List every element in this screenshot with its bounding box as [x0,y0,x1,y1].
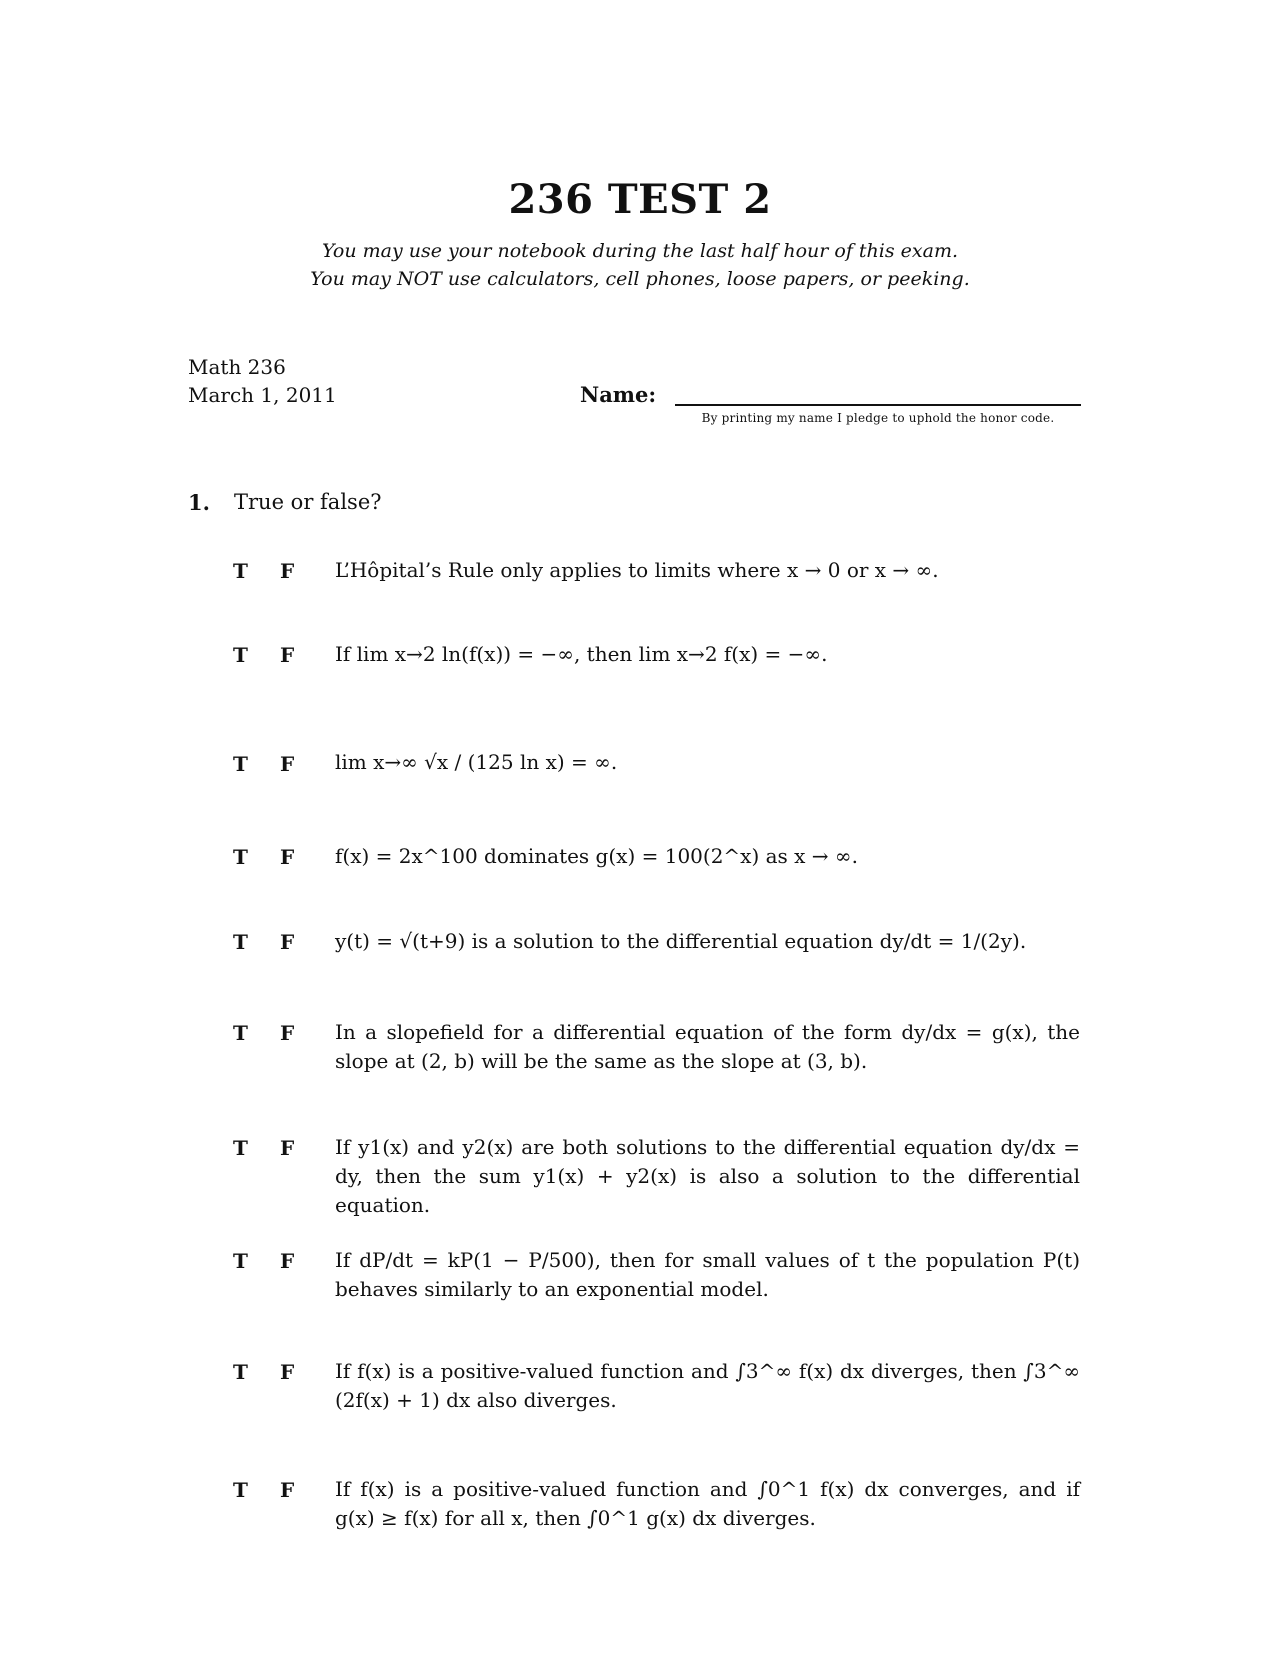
statement-10-text: If f(x) is a positive-valued function and ∫0^1 f(x) dx converges, and if g(x) ≥ f(x) for all x, then ∫0^1 g(x) dx diverges. [335,1477,1080,1530]
question-prompt: True or false? [234,490,382,514]
false-option[interactable]: F [280,1478,295,1502]
true-option[interactable]: T [233,845,248,869]
statement-10 [335,1475,1080,1533]
statement-3-text: lim x→∞ √x / (125 ln x) = ∞. [335,750,618,774]
statement-4-text: f(x) = 2x^100 dominates g(x) = 100(2^x) as x → ∞. [335,844,858,868]
false-option[interactable]: F [280,752,295,776]
false-option[interactable]: F [280,845,295,869]
exam-date: March 1, 2011 [188,383,337,407]
true-option[interactable]: T [233,752,248,776]
true-option[interactable]: T [233,559,248,583]
statement-7 [335,1133,1080,1220]
true-option[interactable]: T [233,1136,248,1160]
false-option[interactable]: F [280,643,295,667]
false-option[interactable]: F [280,559,295,583]
statement-5 [335,927,1080,956]
true-option[interactable]: T [233,643,248,667]
statement-2 [335,640,1080,669]
true-option[interactable]: T [233,1360,248,1384]
statement-8 [335,1246,1080,1304]
false-option[interactable]: F [280,1021,295,1045]
statement-6-text: In a slopefield for a differential equation of the form dy/dx = g(x), the slope at (2, b) will be the same as the slope at (3, b). [335,1020,1080,1073]
false-option[interactable]: F [280,930,295,954]
false-option[interactable]: F [280,1136,295,1160]
statement-4 [335,842,1080,871]
honor-pledge: By printing my name I pledge to uphold the honor code. [701,411,1055,425]
statement-7-text: If y1(x) and y2(x) are both solutions to the differential equation dy/dx = dy, then the sum y1(x) + y2(x) is also a solution to the differential equation. [335,1135,1080,1217]
statement-1-text: L’Hôpital’s Rule only applies to limits where x → 0 or x → ∞. [335,558,939,582]
true-option[interactable]: T [233,930,248,954]
statement-5-text: y(t) = √(t+9) is a solution to the differential equation dy/dt = 1/(2y). [335,929,1027,953]
true-option[interactable]: T [233,1249,248,1273]
statement-9-text: If f(x) is a positive-valued function and ∫3^∞ f(x) dx diverges, then ∫3^∞ (2f(x) + 1) dx also diverges. [335,1359,1080,1412]
true-option[interactable]: T [233,1478,248,1502]
page-title: 236 TEST 2 [508,176,772,223]
statement-6 [335,1018,1080,1076]
statement-9 [335,1357,1080,1415]
statement-2-text: If lim x→2 ln(f(x)) = −∞, then lim x→2 f(x) = −∞. [335,642,828,666]
course-label: Math 236 [188,355,286,379]
false-option[interactable]: F [280,1360,295,1384]
name-field-line[interactable] [675,404,1081,406]
instruction-line-1: You may use your notebook during the last half hour of this exam. [322,240,958,262]
true-option[interactable]: T [233,1021,248,1045]
instruction-line-2: You may NOT use calculators, cell phones, loose papers, or peeking. [310,268,970,290]
false-option[interactable]: F [280,1249,295,1273]
name-label: Name: [580,382,657,407]
statement-1 [335,556,1080,585]
statement-8-text: If dP/dt = kP(1 − P/500), then for small values of t the population P(t) behaves similarly to an exponential model. [335,1248,1080,1301]
statement-3 [335,748,1080,777]
question-number: 1. [188,490,210,515]
